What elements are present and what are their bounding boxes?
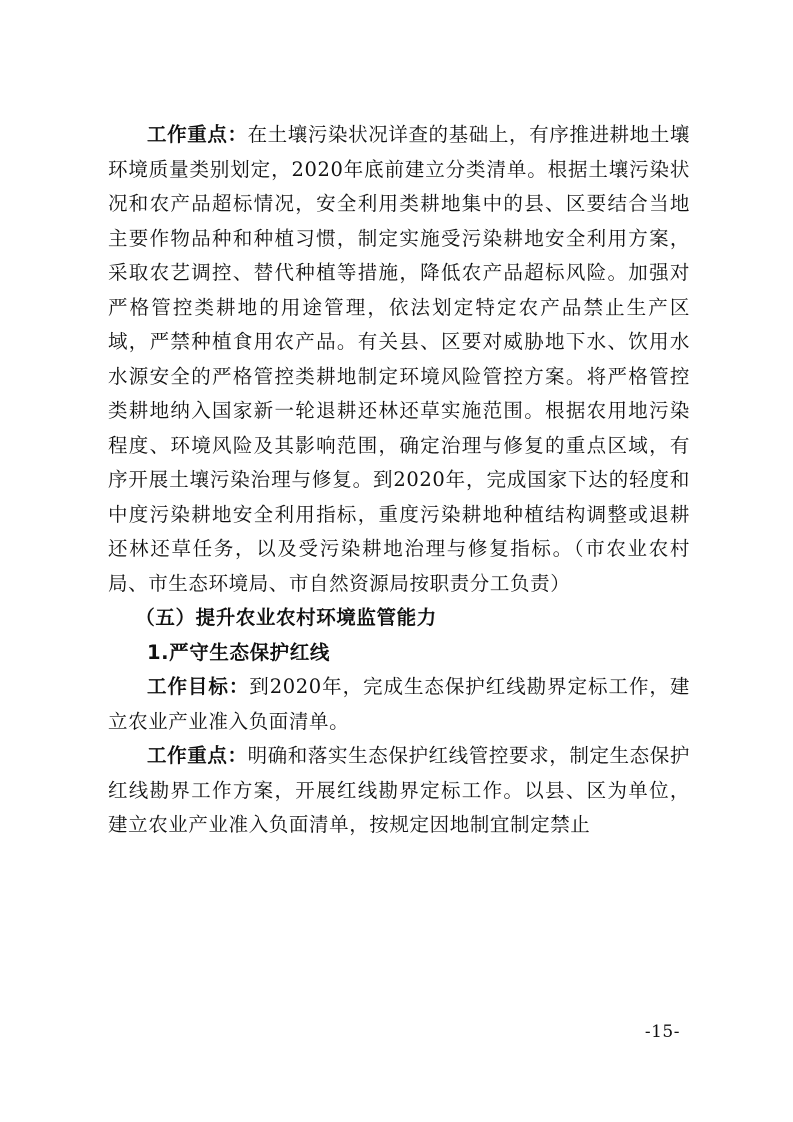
paragraph-work-focus-2 (108, 739, 690, 843)
subsection-heading: 1.严守生态保护红线 (147, 640, 330, 664)
paragraph-text: 到2020年，完成生态保护红线勘界定标工作，建立农业产业准入负面清单。 (108, 675, 690, 733)
paragraph-label: 工作重点： (147, 744, 248, 767)
paragraph-text: 在土壤污染状况详查的基础上，有序推进耕地土壤环境质量类别划定，2020年底前建立分类清单。根据土壤污染状况和农产品超标情况，安全利用类耕地集中的县、区要结合当地主要作物品种和种植习惯，制定实施受污染耕地安全利用方案，采取农艺调控、替代种植等措施，降低农产品超标风险。加强对严格管控类耕地的用途管理，依法划定特定农产品禁止生产区域，严禁种植食用农产品。有关县、区要对威胁地下水、饮用水水源安全的严格管控类耕地制定环境风险管控方案。将严格管控类耕地纳入国家新一轮退耕还林还草实施范围。根据农用地污染程度、环境风险及其影响范围，确定治理与修复的重点区域，有序开展土壤污染治理与修复。到2020年，完成国家下达的轻度和中度污染耕地安全利用指标，重度污染耕地种植结构调整或退耕还林还草任务，以及受污染耕地治理与修复指标。（市农业农村局、市生态环境局、市自然资源局按职责分工负责） (108, 123, 690, 595)
paragraph-label: 工作重点： (147, 123, 248, 146)
section-heading: （五）提升农业农村环境监管能力 (135, 606, 437, 629)
paragraph-work-focus-1 (108, 118, 690, 601)
paragraph-text: 明确和落实生态保护红线管控要求，制定生态保护红线勘界工作方案，开展红线勘界定标工作。以县、区为单位，建立农业产业准入负面清单，按规定因地制宜制定禁止 (108, 744, 690, 836)
document-body (108, 118, 690, 843)
page-number: -15- (644, 1022, 680, 1042)
paragraph-work-goal (108, 670, 690, 739)
paragraph-label: 工作目标： (147, 675, 250, 698)
